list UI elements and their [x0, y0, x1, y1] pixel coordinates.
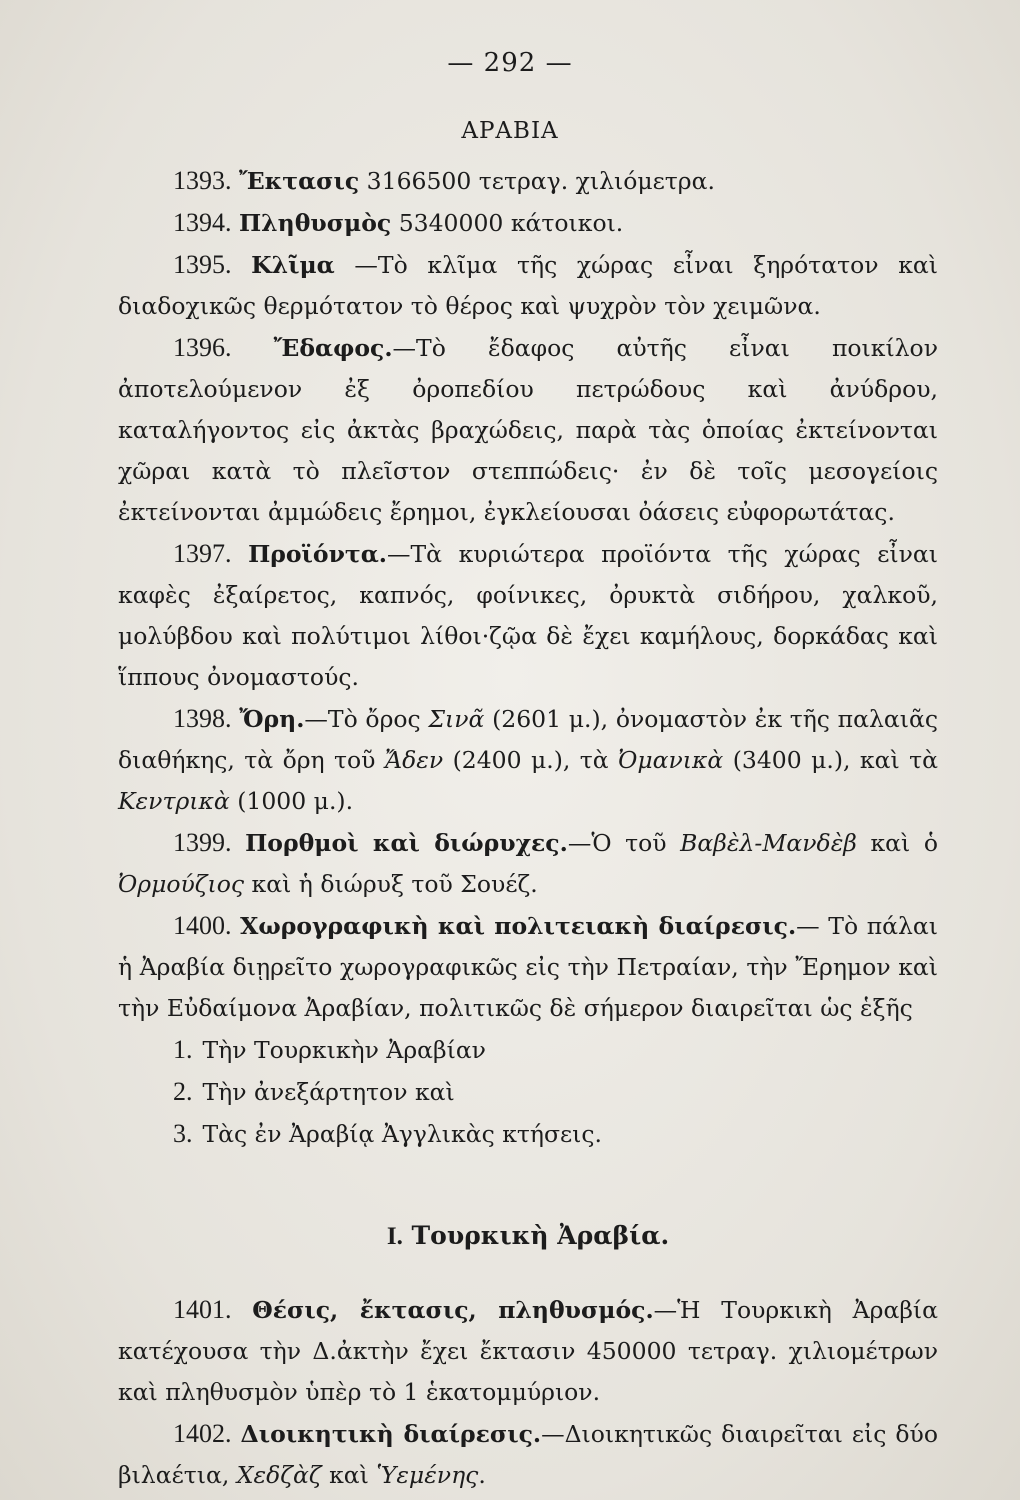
list-label: Τὰς ἐν Ἀραβίᾳ Ἀγγλικὰς κτήσεις.	[202, 1120, 603, 1148]
entry-number: 1393.	[173, 166, 232, 195]
place-name: Κεντρικὰ	[118, 787, 230, 815]
entry-text: καὶ ἡ διώρυξ τοῦ Σουέζ.	[244, 870, 538, 898]
paragraph-1394	[118, 202, 938, 244]
entry-text: καὶ	[321, 1461, 377, 1489]
section-numeral: I.	[386, 1223, 403, 1250]
entry-text: —Τὸ ἔδαφος αὐτῆς εἶναι ποικίλον ἀποτελούμενον ἐξ ὀροπεδίου πετρώδους καὶ ἀνύδρου, καταλήγοντος εἰς ἀκτὰς βραχώδεις, παρὰ τὰς ὁποίας ἐκτείνονται χῶραι κατὰ τὸ πλεῖστον στεππώδεις· ἐν δὲ τοῖς μεσογείοις ἐκτείνονται ἀμμώδεις ἔρημοι, ἐγκλείουσαι ὀάσεις εὐφορωτάτας.	[118, 334, 938, 526]
entry-number: 1398.	[173, 704, 232, 733]
place-name: Σινᾶ	[428, 705, 485, 733]
entry-heading: Ὄρη.	[239, 705, 305, 733]
entry-heading: Πορθμοὶ καὶ διώρυχες.	[245, 829, 568, 857]
entry-heading: Διοικητικὴ διαίρεσις.	[240, 1420, 542, 1448]
entry-text: (2601 μ.), ὀνομαστὸν ἐκ τῆς παλαιᾶς διαθήκης, τὰ ὄρη τοῦ	[118, 705, 938, 774]
paragraph-1397	[118, 533, 938, 698]
entry-text: —Τὸ ὄρος	[304, 705, 429, 733]
entry-number: 1399.	[173, 828, 232, 857]
chapter-title: ΑΡΑΒΙΑ	[461, 118, 559, 144]
section-title: Τουρκικὴ Ἀραβία.	[411, 1221, 670, 1250]
entry-heading: Ἔδαφος.	[273, 334, 393, 362]
paragraph-1399	[118, 822, 938, 905]
entry-heading: Ἔκτασις	[238, 167, 360, 195]
entry-number: 1401.	[173, 1295, 232, 1324]
entry-heading: Πληθυσμὸς	[238, 209, 392, 237]
entry-text: 5340000 κάτοικοι.	[391, 209, 624, 237]
entry-heading: Προϊόντα.	[248, 540, 387, 568]
entry-heading: Θέσις, ἔκτασις, πληθυσμός.	[252, 1296, 654, 1324]
list-item	[173, 1071, 938, 1113]
entry-heading: Χωρογραφικὴ καὶ πολιτειακὴ διαίρεσις.	[240, 912, 797, 940]
entry-number: 1395.	[173, 250, 232, 279]
entry-text: 3166500 τετραγ. χιλιόμετρα.	[359, 167, 715, 195]
paragraph-1393	[118, 160, 938, 202]
entry-text: —Τὰ κυριώτερα προϊόντα τῆς χώρας εἶναι καφὲς ἐξαίρετος, καπνός, φοίνικες, ὀρυκτὰ σιδήρου, χαλκοῦ, μολύβδου καὶ πολύτιμοι λίθοι·ζῷα δὲ ἔχει καμήλους, δορκάδας καὶ ἵππους ὀνομαστούς.	[118, 540, 938, 691]
entry-text: — Τὸ πάλαι ἡ Ἀραβία διῃρεῖτο χωρογραφικῶς εἰς τὴν Πετραίαν, τὴν Ἔρημον καὶ τὴν Εὐδαίμονα Ἀραβίαν, πολιτικῶς δὲ σήμερον διαιρεῖται ὡς ἑξῆς	[118, 912, 938, 1022]
entry-number: 1396.	[173, 333, 232, 362]
place-name: Ὑεμένης	[376, 1461, 479, 1489]
entry-text: —Τὸ κλῖμα τῆς χώρας εἶναι ξηρότατον καὶ διαδοχικῶς θερμότατον τὸ θέρος καὶ ψυχρὸν τὸν χειμῶνα.	[118, 251, 938, 320]
paragraph-1398	[118, 698, 938, 822]
paragraph-1400	[118, 905, 938, 1029]
entry-text: —Ὁ τοῦ	[567, 829, 681, 857]
section-heading	[118, 1215, 938, 1257]
entry-number: 1402.	[173, 1419, 232, 1448]
entry-text: —Ἡ Τουρκικὴ Ἀραβία κατέχουσα τὴν Δ.ἀκτὴν ἔχει ἔκτασιν 450000 τετραγ. χιλιομέτρων καὶ πληθυσμὸν ὑπὲρ τὸ 1 ἑκατομμύριον.	[118, 1296, 938, 1406]
paragraph-1396	[118, 327, 938, 533]
place-name: Ὀρμούζιος	[118, 870, 245, 898]
entry-number: 1400.	[173, 911, 232, 940]
list-number: 1.	[173, 1035, 193, 1064]
list-item	[173, 1029, 938, 1071]
list-number: 2.	[173, 1077, 193, 1106]
place-name: Ἄδεν	[384, 746, 444, 774]
place-name: Βαβὲλ-Μανδὲβ	[680, 829, 857, 857]
list-number: 3.	[173, 1119, 193, 1148]
entry-text: καὶ ὁ	[856, 829, 939, 857]
list-label: Τὴν ἀνεξάρτητον καὶ	[202, 1078, 455, 1106]
paragraph-1401	[118, 1289, 938, 1413]
entry-text: —Διοικητικῶς διαιρεῖται εἰς δύο βιλαέτια,	[118, 1420, 938, 1489]
place-name: Ὀμανικὰ	[618, 746, 724, 774]
entry-heading: Κλῖμα	[251, 251, 335, 279]
list-item	[173, 1113, 938, 1155]
entry-text: (2400 μ.), τὰ	[443, 746, 619, 774]
paragraph-1402	[118, 1413, 938, 1496]
place-name: Χεδζὰζ	[236, 1461, 322, 1489]
paragraph-1395	[118, 244, 938, 327]
page-number: — 292 —	[447, 48, 573, 78]
entry-text: .	[478, 1461, 486, 1489]
entry-text: (3400 μ.), καὶ τὰ	[723, 746, 938, 774]
entry-number: 1394.	[173, 208, 232, 237]
entry-text: (1000 μ.).	[229, 787, 354, 815]
body-text	[118, 160, 938, 1496]
entry-number: 1397.	[173, 539, 232, 568]
division-list	[118, 1029, 938, 1155]
list-label: Τὴν Τουρκικὴν Ἀραβίαν	[202, 1036, 486, 1064]
